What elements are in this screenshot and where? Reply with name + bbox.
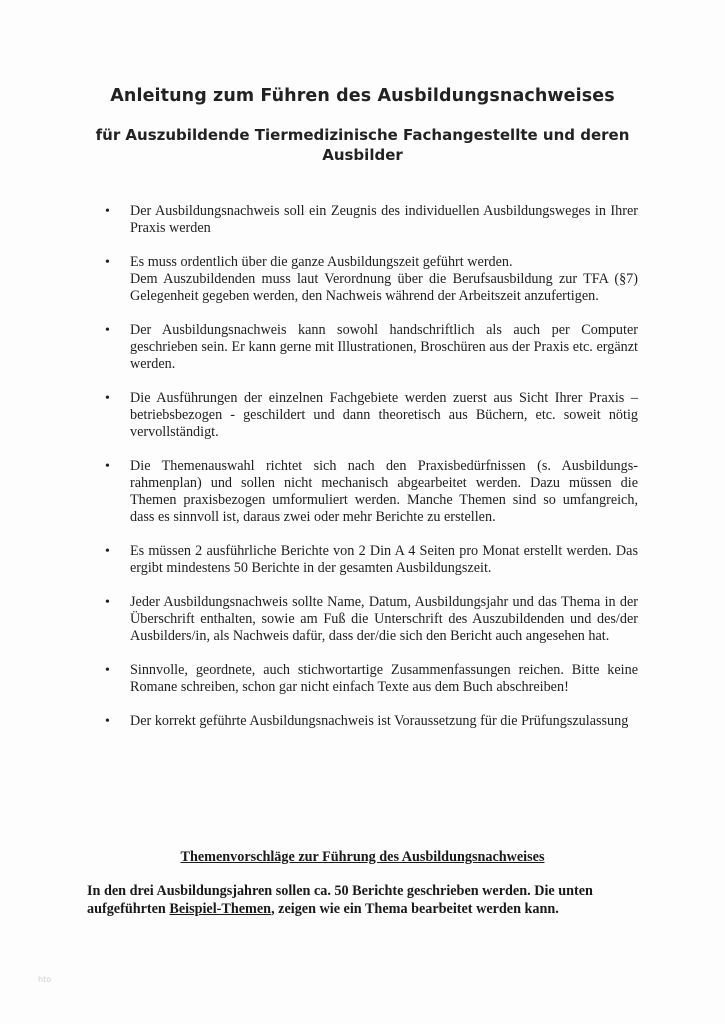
bullet-icon: • bbox=[105, 323, 110, 338]
bullet-icon: • bbox=[105, 391, 110, 406]
footer-watermark: hto bbox=[38, 975, 52, 984]
bullet-icon: • bbox=[105, 595, 110, 610]
list-item bbox=[105, 594, 638, 645]
intro-paragraph bbox=[87, 882, 627, 918]
bullet-icon: • bbox=[105, 544, 110, 559]
intro-text-end: , zeigen wie ein Thema bearbeitet werden kann. bbox=[271, 901, 559, 917]
intro-text: In den drei Ausbildungsjahren sollen ca. 50 Berichte geschrieben werden. Die unten aufgeführten bbox=[87, 883, 593, 917]
intro-underlined-term: Beispiel-Themen bbox=[169, 901, 272, 917]
list-item bbox=[105, 458, 638, 526]
list-item-text: Der Ausbildungsnachweis soll ein Zeugnis des individuellen Ausbildungsweges in Ihrer Praxis werden bbox=[130, 203, 638, 236]
list-item-text: Sinnvolle, geordnete, auch stichwortartige Zusammenfassungen reichen. Bitte keine Romane schreiben, schon gar nicht einfach Texte aus dem Buch abschreiben! bbox=[130, 662, 638, 695]
list-item-text: Die Ausführungen der einzelnen Fachgebiete werden zuerst aus Sicht Ihrer Praxis – betriebsbezogen - geschildert und dann theoretisch aus Büchern, etc. soweit nötig vervollständigt. bbox=[130, 390, 638, 440]
document-title: Anleitung zum Führen des Ausbildungsnachweises bbox=[110, 86, 615, 106]
list-item-text: Jeder Ausbildungsnachweis sollte Name, Datum, Ausbildungsjahr und das Thema in der Überschrift enthalten, sowie am Fuß die Unterschrift des Auszubildenden und des/der Ausbilders/in, als Nachweis dafür, dass der/die sich den Bericht auch angesehen hat. bbox=[130, 594, 638, 644]
list-item bbox=[105, 713, 638, 730]
list-item-continuation: Dem Auszubildenden muss laut Verordnung über die Berufsausbildung zur TFA (§7) Gelegenheit gegeben werden, den Nachweis während der Arbeitszeit anzufertigen. bbox=[130, 271, 638, 304]
section-heading: Themenvorschläge zur Führung des Ausbildungsnachweises bbox=[180, 849, 545, 865]
list-item bbox=[105, 390, 638, 441]
list-item-text: Der Ausbildungsnachweis kann sowohl handschriftlich als auch per Computer geschrieben sein. Er kann gerne mit Illustrationen, Broschüren aus der Praxis etc. ergänzt werden. bbox=[130, 322, 638, 372]
list-item-text: Der korrekt geführte Ausbildungsnachweis ist Voraussetzung für die Prüfungszulassung bbox=[130, 713, 629, 729]
bullet-icon: • bbox=[105, 714, 110, 729]
list-item bbox=[105, 322, 638, 373]
list-item-text: Die Themenauswahl richtet sich nach den Praxisbedürfnissen (s. Ausbildungs-rahmenplan) und sollen nicht mechanisch abgearbeitet werden. Dazu müssen die Themen praxisbezogen umformuliert werden. Manche Themen sind so umfangreich, dass es sinnvoll ist, daraus zwei oder mehr Berichte zu erstellen. bbox=[130, 458, 638, 525]
list-item-text: Es müssen 2 ausführliche Berichte von 2 Din A 4 Seiten pro Monat erstellt werden. Das ergibt mindestens 50 Berichte in der gesamten Ausbildungszeit. bbox=[130, 543, 638, 576]
bullet-icon: • bbox=[105, 459, 110, 474]
bullet-icon: • bbox=[105, 663, 110, 678]
bullet-icon: • bbox=[105, 204, 110, 219]
document-subtitle: für Auszubildende Tiermedizinische Fachangestellte und deren Ausbilder bbox=[95, 126, 630, 164]
list-item bbox=[105, 543, 638, 577]
list-item bbox=[105, 203, 638, 237]
guideline-list bbox=[105, 203, 638, 747]
list-item bbox=[105, 662, 638, 696]
bullet-icon: • bbox=[105, 255, 110, 270]
list-item bbox=[105, 254, 638, 305]
list-item-text: Es muss ordentlich über die ganze Ausbildungszeit geführt werden. bbox=[130, 254, 513, 270]
